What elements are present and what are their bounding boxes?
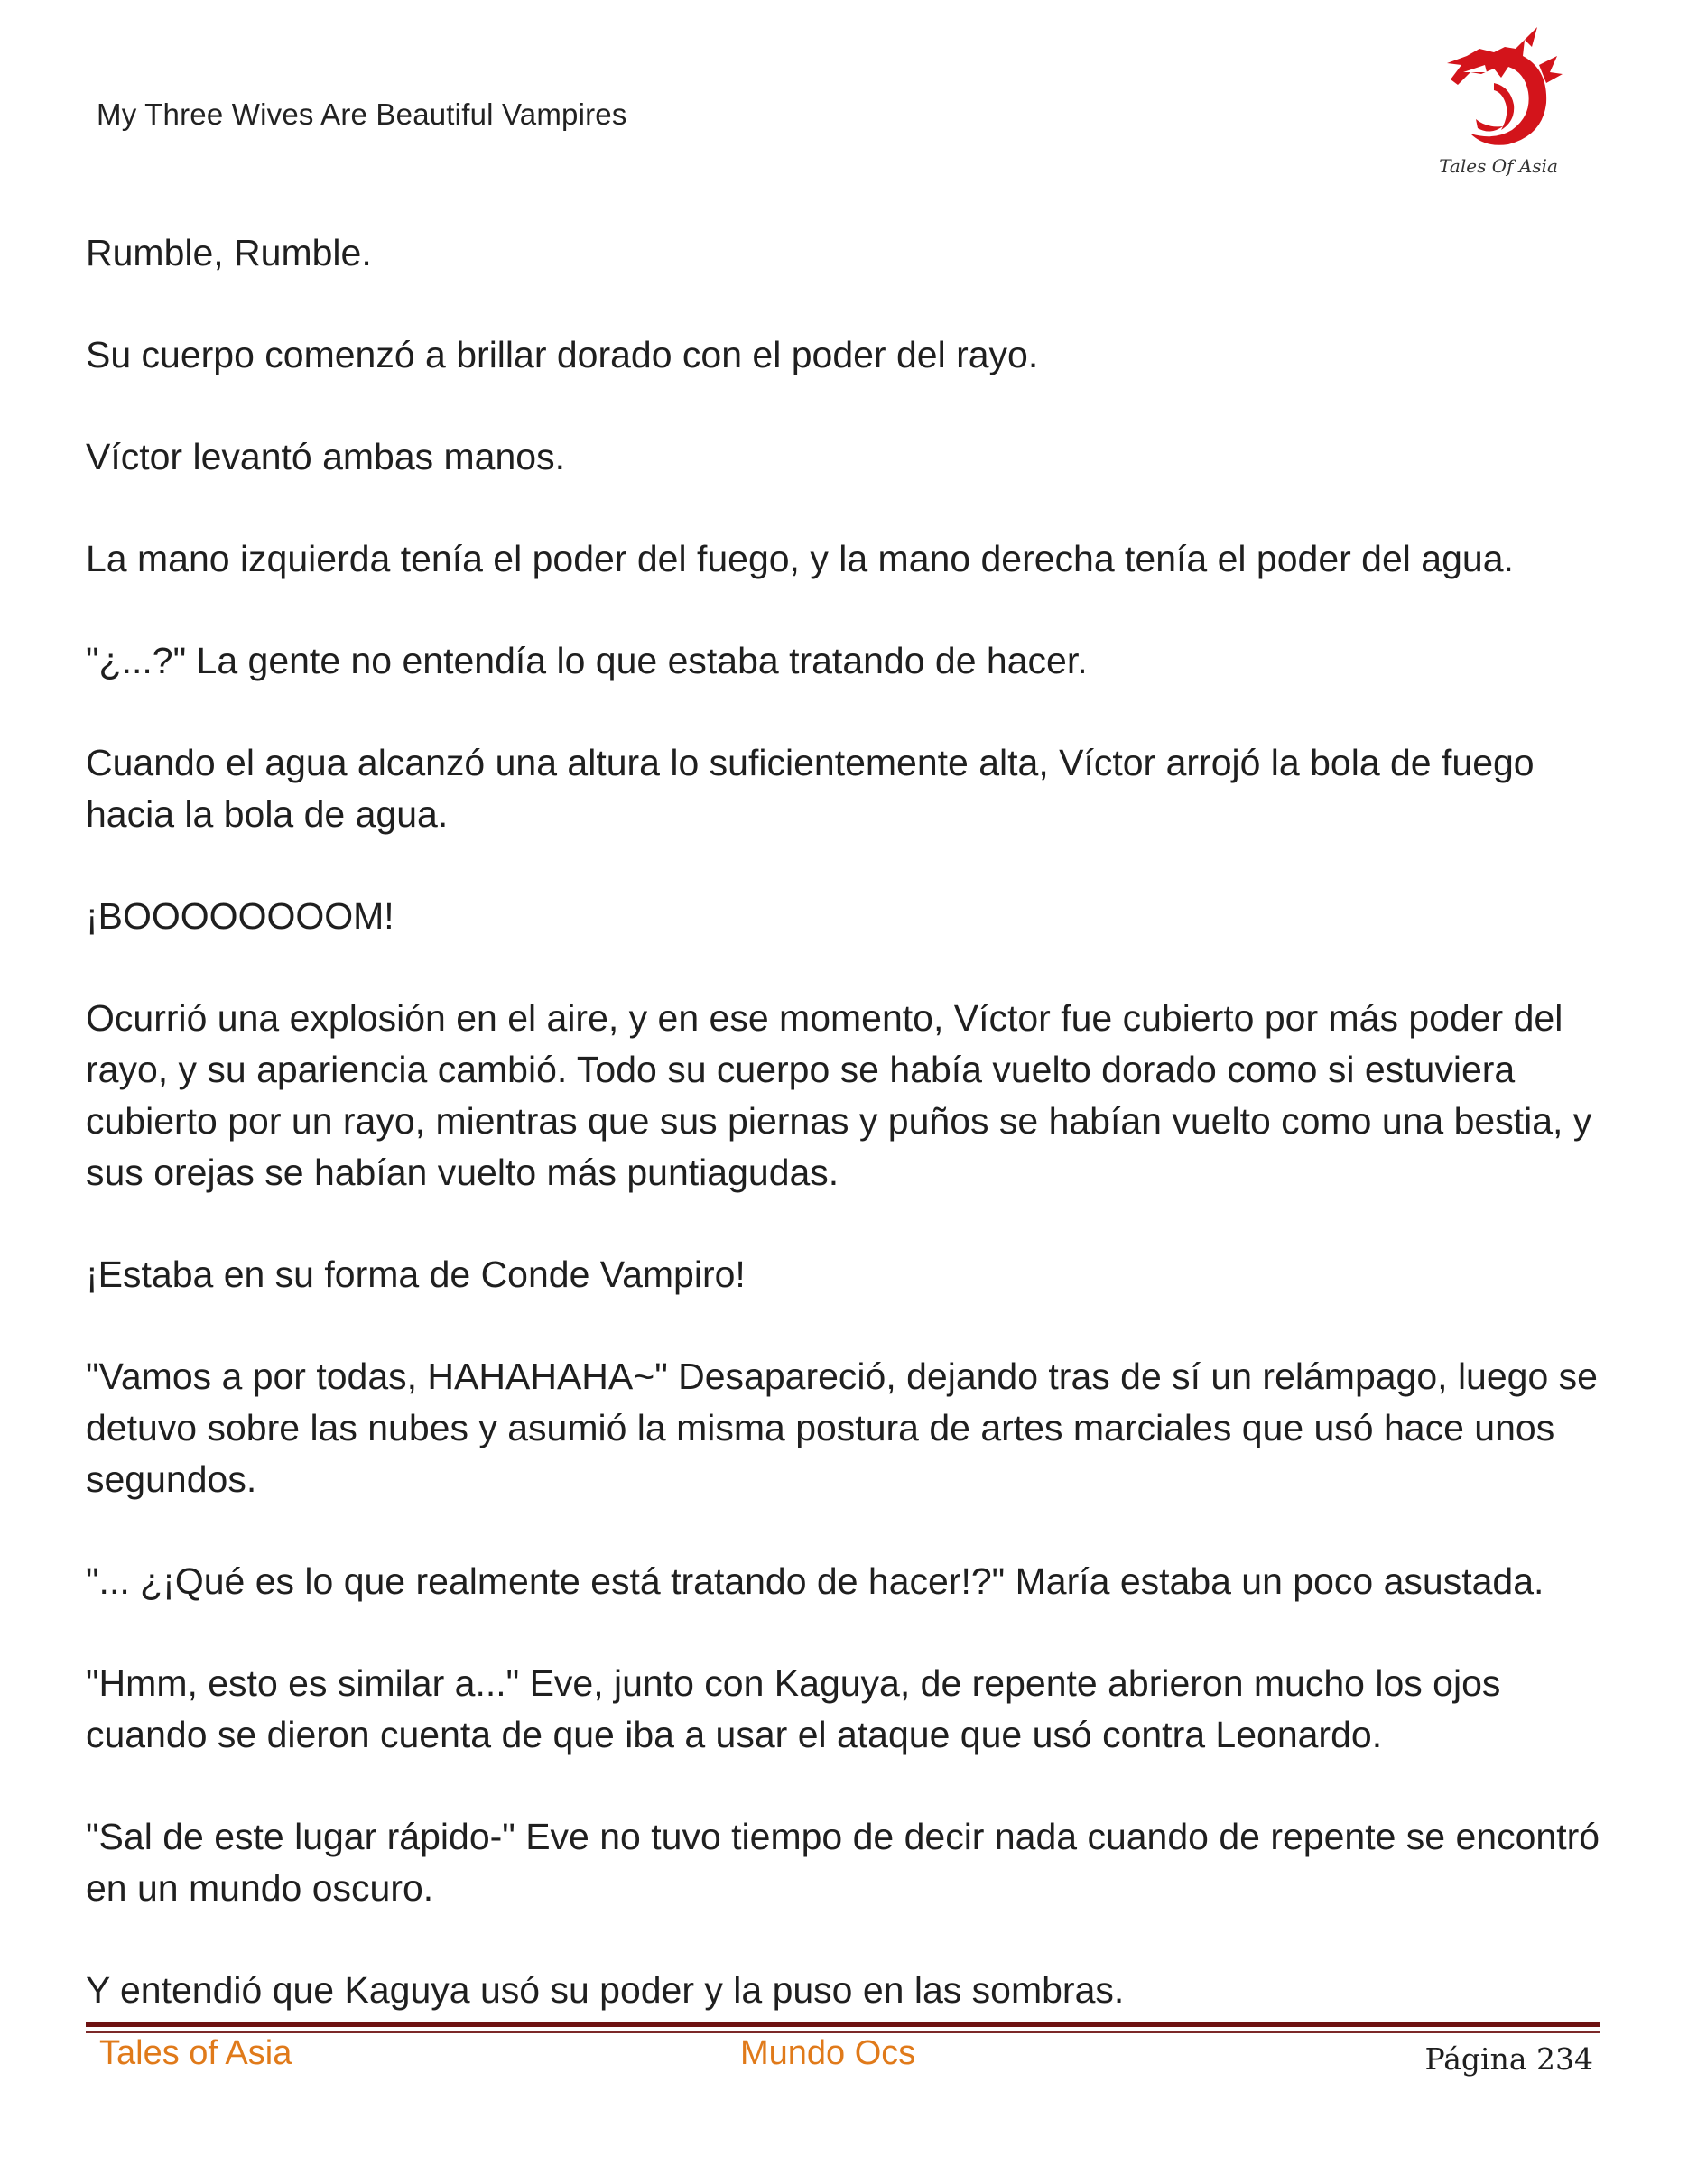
paragraph: Y entendió que Kaguya usó su poder y la puso en las sombras. [86, 1969, 1125, 2011]
chapter-text [86, 227, 1625, 2067]
logo-text: Tales Of Asia [1439, 155, 1558, 177]
paragraph: Rumble, Rumble. [86, 232, 372, 273]
paragraph: Ocurrió una explosión en el aire, y en ese momento, Víctor fue cubierto por más poder del rayo, y su apariencia cambió. Todo su cuerpo se había vuelto dorado como si estuviera cubierto por un rayo, mientras que sus piernas y puños se habían vuelto como una bestia, y sus orejas se habían vuelto más puntiagudas. [86, 997, 1592, 1193]
dragon-icon [1431, 20, 1566, 155]
paragraph: "Hmm, esto es similar a..." Eve, junto con Kaguya, de repente abrieron mucho los ojos cuando se dieron cuenta de que iba a usar el ataque que usó contra Leonardo. [86, 1662, 1501, 1755]
paragraph: ¡BOOOOOOOOM! [86, 895, 394, 937]
footer-section-name: Mundo Ocs [740, 2034, 916, 2072]
paragraph: Cuando el agua alcanzó una altura lo suficientemente alta, Víctor arrojó la bola de fuego hacia la bola de agua. [86, 742, 1535, 835]
document-header-title: My Three Wives Are Beautiful Vampires [97, 97, 627, 131]
paragraph: La mano izquierda tenía el poder del fuego, y la mano derecha tenía el poder del agua. [86, 538, 1514, 579]
paragraph: ¡Estaba en su forma de Conde Vampiro! [86, 1254, 746, 1295]
paragraph: "... ¿¡Qué es lo que realmente está tratando de hacer!?" María estaba un poco asustada. [86, 1560, 1544, 1602]
paragraph: Su cuerpo comenzó a brillar dorado con el poder del rayo. [86, 334, 1039, 375]
paragraph: Víctor levantó ambas manos. [86, 436, 565, 477]
footer-divider [86, 2022, 1600, 2033]
footer-site-name: Tales of Asia [99, 2034, 292, 2072]
paragraph: "Vamos a por todas, HAHAHAHA~" Desapareció, dejando tras de sí un relámpago, luego se detuvo sobre las nubes y asumió la misma postura de artes marciales que usó hace unos segundos. [86, 1356, 1598, 1500]
page-number: Página 234 [1424, 2041, 1593, 2077]
paragraph: "¿...?" La gente no entendía lo que estaba tratando de hacer. [86, 640, 1088, 681]
paragraph: "Sal de este lugar rápido-" Eve no tuvo tiempo de decir nada cuando de repente se encontró en un mundo oscuro. [86, 1816, 1600, 1909]
tales-of-asia-logo [1431, 20, 1566, 182]
